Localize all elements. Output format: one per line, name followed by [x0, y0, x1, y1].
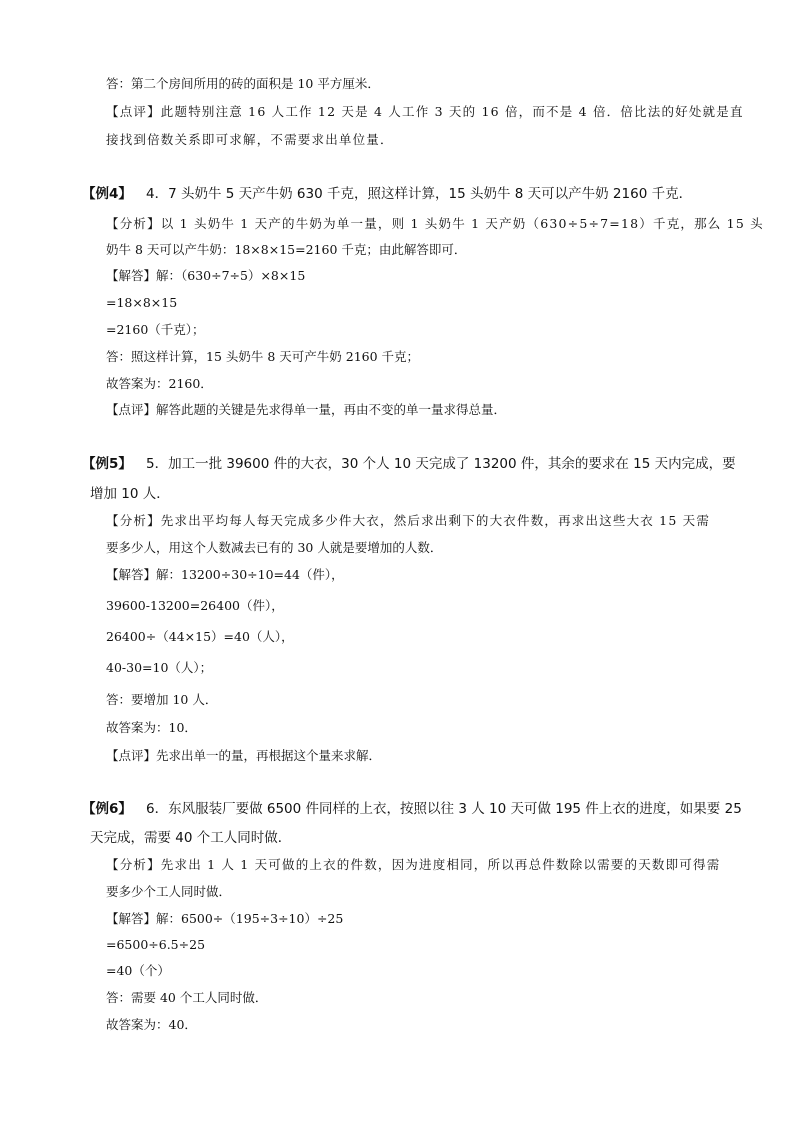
solution-line: =18×8×15 [106, 295, 178, 310]
comment-line: 【点评】此题特别注意 16 人工作 12 天是 4 人工作 3 天的 16 倍，而不是 4 倍．倍比法的好处就是直 [106, 104, 744, 119]
question-text: 6．东风服装厂要做 6500 件同样的上衣，按照以往 3 人 10 天可做 195 件上衣的进度，如果要 25 [146, 801, 742, 817]
solution-line: 【解答】解：（630÷7÷5）×8×15 [106, 268, 306, 283]
analysis-line: 【分析】先求出 1 人 1 天可做的上衣的件数，因为进度相同，所以再总件数除以需要的天数即可得需 [106, 857, 721, 872]
example-4-question [82, 185, 692, 203]
solution-line: =2160（千克）； [106, 322, 205, 337]
solution-line: 40-30=10（人）； [106, 660, 213, 675]
solution-line: 39600-13200=26400（件）， [106, 598, 284, 613]
example-tag: 【例5】 [82, 456, 132, 472]
example-6-question [82, 800, 742, 818]
question-text-cont: 天完成，需要 40 个工人同时做． [90, 830, 292, 846]
final-answer: 故答案为：40． [106, 1017, 197, 1032]
question-text-cont: 增加 10 人． [90, 486, 170, 502]
answer-line: 答：第二个房间所用的砖的面积是 10 平方厘米． [106, 76, 380, 91]
solution-line: =40（个） [106, 963, 170, 978]
analysis-line-cont: 要多少个工人同时做． [106, 884, 232, 899]
question-text: 4．7 头奶牛 5 天产牛奶 630 千克，照这样计算，15 头奶牛 8 天可以产牛奶 2160 千克． [146, 186, 693, 202]
solution-line: 【解答】解：13200÷30÷10=44（件）， [106, 567, 344, 582]
example-5-question [82, 455, 736, 473]
solution-line: 【解答】解：6500÷（195÷3÷10）÷25 [106, 911, 344, 926]
answer-line: 答：要增加 10 人． [106, 692, 218, 707]
comment-line-cont: 接找到倍数关系即可求解，不需要求出单位量． [106, 132, 394, 147]
solution-line: 26400÷（44×15）=40（人）， [106, 629, 294, 644]
comment-line: 【点评】解答此题的关键是先求得单一量，再由不变的单一量求得总量． [106, 402, 507, 417]
solution-line: =6500÷6.5÷25 [106, 937, 206, 952]
analysis-line: 【分析】先求出平均每人每天完成多少件大衣，然后求出剩下的大衣件数，再求出这些大衣 15 天需 [106, 513, 711, 528]
analysis-line-cont: 奶牛 8 天可以产牛奶：18×8×15=2160 千克；由此解答即可． [106, 242, 467, 257]
example-tag: 【例4】 [82, 186, 132, 202]
comment-line: 【点评】先求出单一的量，再根据这个量来求解． [106, 748, 382, 763]
final-answer: 故答案为：2160． [106, 376, 213, 391]
example-tag: 【例6】 [82, 801, 132, 817]
analysis-line: 【分析】以 1 头奶牛 1 天产的牛奶为单一量，则 1 头奶牛 1 天产奶（630÷5÷7=18）千克，那么 15 头 [106, 216, 764, 231]
final-answer: 故答案为：10． [106, 720, 197, 735]
analysis-line-cont: 要多少人，用这个人数减去已有的 30 人就是要增加的人数． [106, 540, 443, 555]
answer-line: 答：照这样计算，15 头奶牛 8 天可产牛奶 2160 千克； [106, 349, 420, 364]
question-text: 5．加工一批 39600 件的大衣，30 个人 10 天完成了 13200 件，其余的要求在 15 天内完成，要 [146, 456, 736, 472]
answer-line: 答：需要 40 个工人同时做． [106, 990, 268, 1005]
